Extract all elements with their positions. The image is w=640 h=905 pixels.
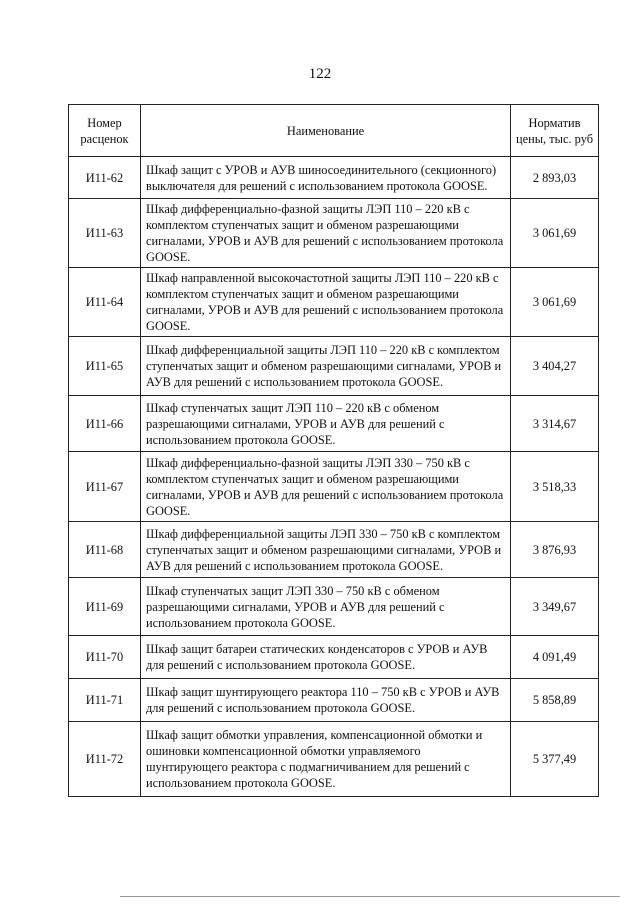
row-name: Шкаф дифференциальной защиты ЛЭП 330 – 750 кВ с комплектом ступенчатых защит и обменом разрешающими сигналами, УРОВ и АУВ для решений с использованием протокола GOOSE. [141,522,511,578]
row-price: 5 377,49 [511,722,599,797]
row-price: 4 091,49 [511,636,599,679]
header-name: Наименование [141,105,511,157]
row-name: Шкаф защит с УРОВ и АУВ шиносоединительного (секционного) выключателя для решений с использованием протокола GOOSE. [141,157,511,199]
header-price: Норматив цены, тыс. руб [511,105,599,157]
row-name: Шкаф защит батареи статических конденсаторов с УРОВ и АУВ для решений с использованием протокола GOOSE. [141,636,511,679]
row-price: 3 404,27 [511,337,599,396]
table-row [69,396,599,452]
page-number: 122 [308,66,332,82]
row-price: 3 518,33 [511,452,599,522]
table-row [69,268,599,337]
row-name: Шкаф направленной высокочастотной защиты ЛЭП 110 – 220 кВ с комплектом ступенчатых защит и обменом разрешающими сигналами, УРОВ и АУВ для решений с использованием протокола GOOSE. [141,268,511,337]
row-price: 5 858,89 [511,679,599,722]
row-price: 3 061,69 [511,268,599,337]
table-body [69,157,599,797]
table-row [69,522,599,578]
row-price: 3 349,67 [511,578,599,636]
row-code: И11-64 [69,268,141,337]
row-code: И11-69 [69,578,141,636]
row-price: 2 893,03 [511,157,599,199]
row-name: Шкаф защит шунтирующего реактора 110 – 750 кВ с УРОВ и АУВ для решений с использованием протокола GOOSE. [141,679,511,722]
row-name: Шкаф ступенчатых защит ЛЭП 330 – 750 кВ с обменом разрешающими сигналами, УРОВ и АУВ для решений с использованием протокола GOOSE. [141,578,511,636]
row-code: И11-68 [69,522,141,578]
row-price: 3 061,69 [511,199,599,268]
table-row [69,679,599,722]
row-name: Шкаф защит обмотки управления, компенсационной обмотки и ошиновки компенсационной обмотки управляемого шунтирующего реактора с подмагничиванием для решений с использованием протокола GOOSE. [141,722,511,797]
row-code: И11-72 [69,722,141,797]
table-row [69,452,599,522]
table-row [69,636,599,679]
table-row [69,578,599,636]
table-header [69,105,599,157]
table-row [69,337,599,396]
row-name: Шкаф дифференциальной защиты ЛЭП 110 – 220 кВ с комплектом ступенчатых защит и обменом разрешающими сигналами, УРОВ и АУВ для решений с использованием протокола GOOSE. [141,337,511,396]
table-row [69,199,599,268]
row-code: И11-70 [69,636,141,679]
row-price: 3 876,93 [511,522,599,578]
row-name: Шкаф ступенчатых защит ЛЭП 110 – 220 кВ с обменом разрешающими сигналами, УРОВ и АУВ для решений с использованием протокола GOOSE. [141,396,511,452]
row-code: И11-66 [69,396,141,452]
row-name: Шкаф дифференциально-фазной защиты ЛЭП 110 – 220 кВ с комплектом ступенчатых защит и обменом разрешающими сигналами, УРОВ и АУВ для решений с использованием протокола GOOSE. [141,199,511,268]
price-table [68,104,599,797]
header-code: Номер расценок [69,105,141,157]
row-code: И11-67 [69,452,141,522]
row-price: 3 314,67 [511,396,599,452]
row-name: Шкаф дифференциально-фазной защиты ЛЭП 330 – 750 кВ с комплектом ступенчатых защит и обменом разрешающими сигналами, УРОВ и АУВ для решений с использованием протокола GOOSE. [141,452,511,522]
table-row [69,722,599,797]
table-row [69,157,599,199]
row-code: И11-65 [69,337,141,396]
row-code: И11-62 [69,157,141,199]
row-code: И11-63 [69,199,141,268]
row-code: И11-71 [69,679,141,722]
scan-edge-line [120,896,620,897]
